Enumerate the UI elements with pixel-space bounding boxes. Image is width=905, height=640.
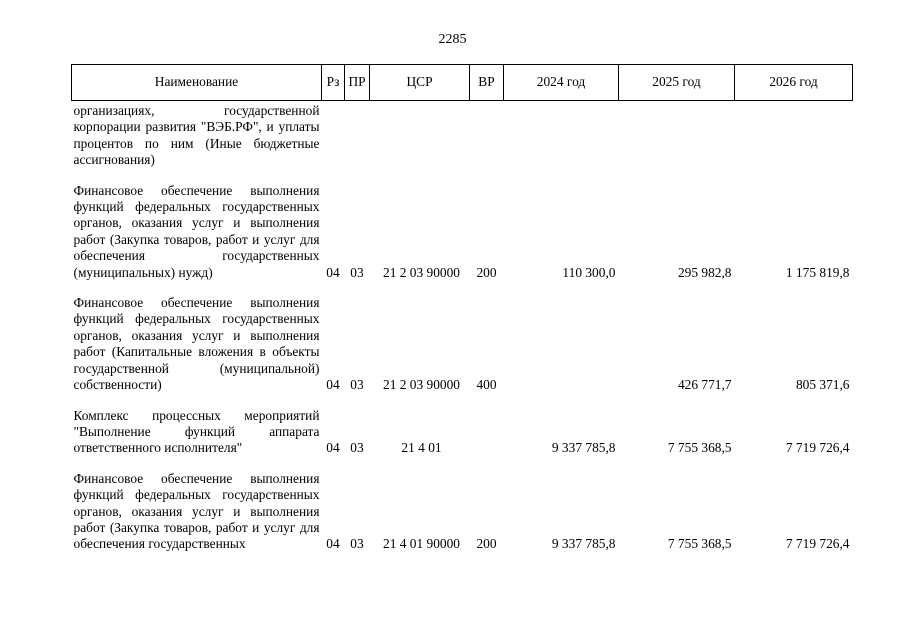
table-header-row — [72, 65, 853, 101]
row-name: Финансовое обеспечение выполнения функций федеральных государственных органов, оказания услуг и выполнения работ (Капитальные вложения в объекты государственной (муниципальной) собственности) — [73, 295, 320, 393]
row-2026: 7 719 726,4 — [785, 536, 850, 552]
table-row — [72, 398, 853, 461]
row-pr: 03 — [350, 440, 364, 456]
row-2026: 7 719 726,4 — [785, 440, 850, 456]
row-2025: 7 755 368,5 — [667, 440, 732, 456]
row-pr — [345, 101, 370, 173]
row-csr: 21 2 03 90000 — [383, 377, 460, 393]
row-csr — [370, 101, 470, 173]
row-2026 — [735, 101, 853, 173]
row-2025: 295 982,8 — [677, 264, 732, 280]
row-2024 — [504, 285, 619, 397]
header-pr: ПР — [345, 65, 370, 101]
row-vr: 200 — [476, 264, 497, 280]
header-rz: Рз — [322, 65, 345, 101]
row-vr — [470, 101, 504, 173]
row-2025: 426 771,7 — [677, 377, 732, 393]
row-rz: 04 — [326, 536, 340, 552]
row-csr: 21 4 01 90000 — [383, 536, 460, 552]
row-vr — [470, 398, 504, 461]
row-2025 — [619, 101, 735, 173]
table-row — [72, 173, 853, 285]
row-name: Финансовое обеспечение выполнения функций федеральных государственных органов, оказания услуг и выполнения работ (Закупка товаров, работ и услуг для обеспечения государственных — [73, 470, 320, 552]
row-name: Комплекс процессных мероприятий "Выполнение функций аппарата ответственного исполнителя" — [73, 407, 320, 456]
row-2024: 9 337 785,8 — [551, 440, 616, 456]
row-pr: 03 — [350, 536, 364, 552]
row-pr: 03 — [350, 264, 364, 280]
header-name: Наименование — [72, 65, 322, 101]
row-2025: 7 755 368,5 — [667, 536, 732, 552]
row-csr: 21 4 01 — [401, 440, 442, 456]
row-rz: 04 — [326, 440, 340, 456]
header-2025: 2025 год — [619, 65, 735, 101]
row-2024: 110 300,0 — [562, 264, 616, 280]
header-2024: 2024 год — [504, 65, 619, 101]
page-number: 2285 — [438, 32, 467, 47]
header-2026: 2026 год — [735, 65, 853, 101]
row-rz: 04 — [326, 377, 340, 393]
row-2026: 805 371,6 — [795, 377, 850, 393]
row-csr: 21 2 03 90000 — [383, 264, 460, 280]
table-row — [72, 101, 853, 173]
table-row — [72, 285, 853, 397]
row-rz: 04 — [326, 264, 340, 280]
row-name: Финансовое обеспечение выполнения функций федеральных государственных органов, оказания услуг и выполнения работ (Закупка товаров, работ и услуг для обеспечения государственных (муниципальных) нужд) — [73, 182, 320, 280]
row-name: организациях, государственной корпорации развития "ВЭБ.РФ", и уплаты процентов по ним (Иные бюджетные ассигнования) — [73, 103, 320, 168]
row-pr: 03 — [350, 377, 364, 393]
budget-table — [71, 64, 853, 557]
row-2024: 9 337 785,8 — [551, 536, 616, 552]
header-csr: ЦСР — [370, 65, 470, 101]
row-2024 — [504, 101, 619, 173]
table-row — [72, 461, 853, 557]
row-rz — [322, 101, 345, 173]
row-vr: 400 — [476, 377, 497, 393]
row-vr: 200 — [476, 536, 497, 552]
row-2026: 1 175 819,8 — [785, 264, 850, 280]
header-vr: ВР — [470, 65, 504, 101]
